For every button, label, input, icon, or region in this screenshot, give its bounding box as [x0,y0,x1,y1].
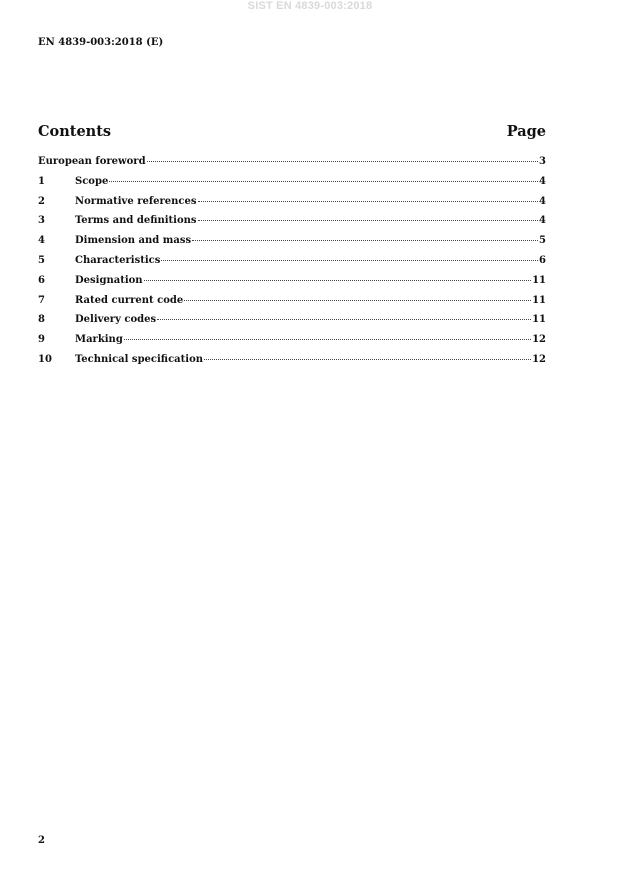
toc-entry-4[interactable] [38,235,546,255]
toc-entry-9[interactable] [38,334,546,354]
toc-leader-dots [157,319,531,320]
watermark: SIST EN 4839-003:2018 [247,0,373,12]
toc-entry-10[interactable] [38,354,546,374]
contents-header [38,123,546,140]
toc-entry-title: European foreword [38,156,146,167]
toc-entry-title: Rated current code [75,294,184,306]
toc-entry-number: 10 [38,353,52,365]
toc-entry-page: 4 [539,215,546,227]
toc-entry-page: 4 [539,195,546,207]
toc-entry-title: Terms and definitions [75,215,197,227]
toc-entry-title: Normative references [75,195,197,207]
toc-entry-6[interactable] [38,275,546,295]
page-column-label: Page [506,123,546,140]
toc-leader-dots [198,201,539,202]
toc-entry-title: Delivery codes [75,314,157,326]
toc-entry-8[interactable] [38,314,546,334]
toc-entry-number: 2 [38,195,45,207]
toc-entry-7[interactable] [38,295,546,315]
toc-leader-dots [109,181,538,182]
toc-entry-3[interactable] [38,215,546,235]
toc-entry-title: Characteristics [75,254,161,266]
toc-entry-title: Designation [75,274,143,286]
toc-leader-dots [144,280,532,281]
toc-entry-foreword[interactable] [38,156,546,176]
toc-entry-page: 4 [539,175,546,187]
toc-entry-title: Marking [75,334,123,346]
toc-entry-number: 3 [38,215,45,227]
toc-entry-5[interactable] [38,255,546,275]
toc-entry-number: 5 [38,254,45,266]
toc-entry-page: 3 [539,156,546,167]
table-of-contents [38,156,546,374]
toc-entry-page: 11 [532,314,546,326]
toc-leader-dots [124,339,531,340]
toc-entry-number: 7 [38,294,45,306]
toc-leader-dots [184,300,531,301]
toc-entry-page: 12 [532,334,546,346]
toc-leader-dots [192,240,538,241]
toc-entry-title: Scope [75,175,109,187]
toc-leader-dots [198,220,539,221]
toc-entry-title: Technical specification [75,353,204,365]
toc-entry-number: 9 [38,334,45,346]
toc-entry-number: 4 [38,235,45,247]
toc-leader-dots [147,161,538,162]
contents-title: Contents [38,123,112,140]
toc-entry-1[interactable] [38,176,546,196]
toc-entry-page: 11 [532,294,546,306]
toc-entry-page: 6 [539,254,546,266]
toc-entry-title: Dimension and mass [75,235,192,247]
toc-leader-dots [204,359,531,360]
page-number: 2 [38,835,45,846]
toc-entry-page: 5 [539,235,546,247]
toc-entry-page: 11 [532,274,546,286]
toc-leader-dots [161,260,538,261]
toc-entry-number: 1 [38,175,45,187]
toc-entry-number: 8 [38,314,45,326]
toc-entry-number: 6 [38,274,45,286]
toc-entry-2[interactable] [38,196,546,216]
toc-entry-page: 12 [532,353,546,365]
document-id: EN 4839-003:2018 (E) [38,37,164,48]
